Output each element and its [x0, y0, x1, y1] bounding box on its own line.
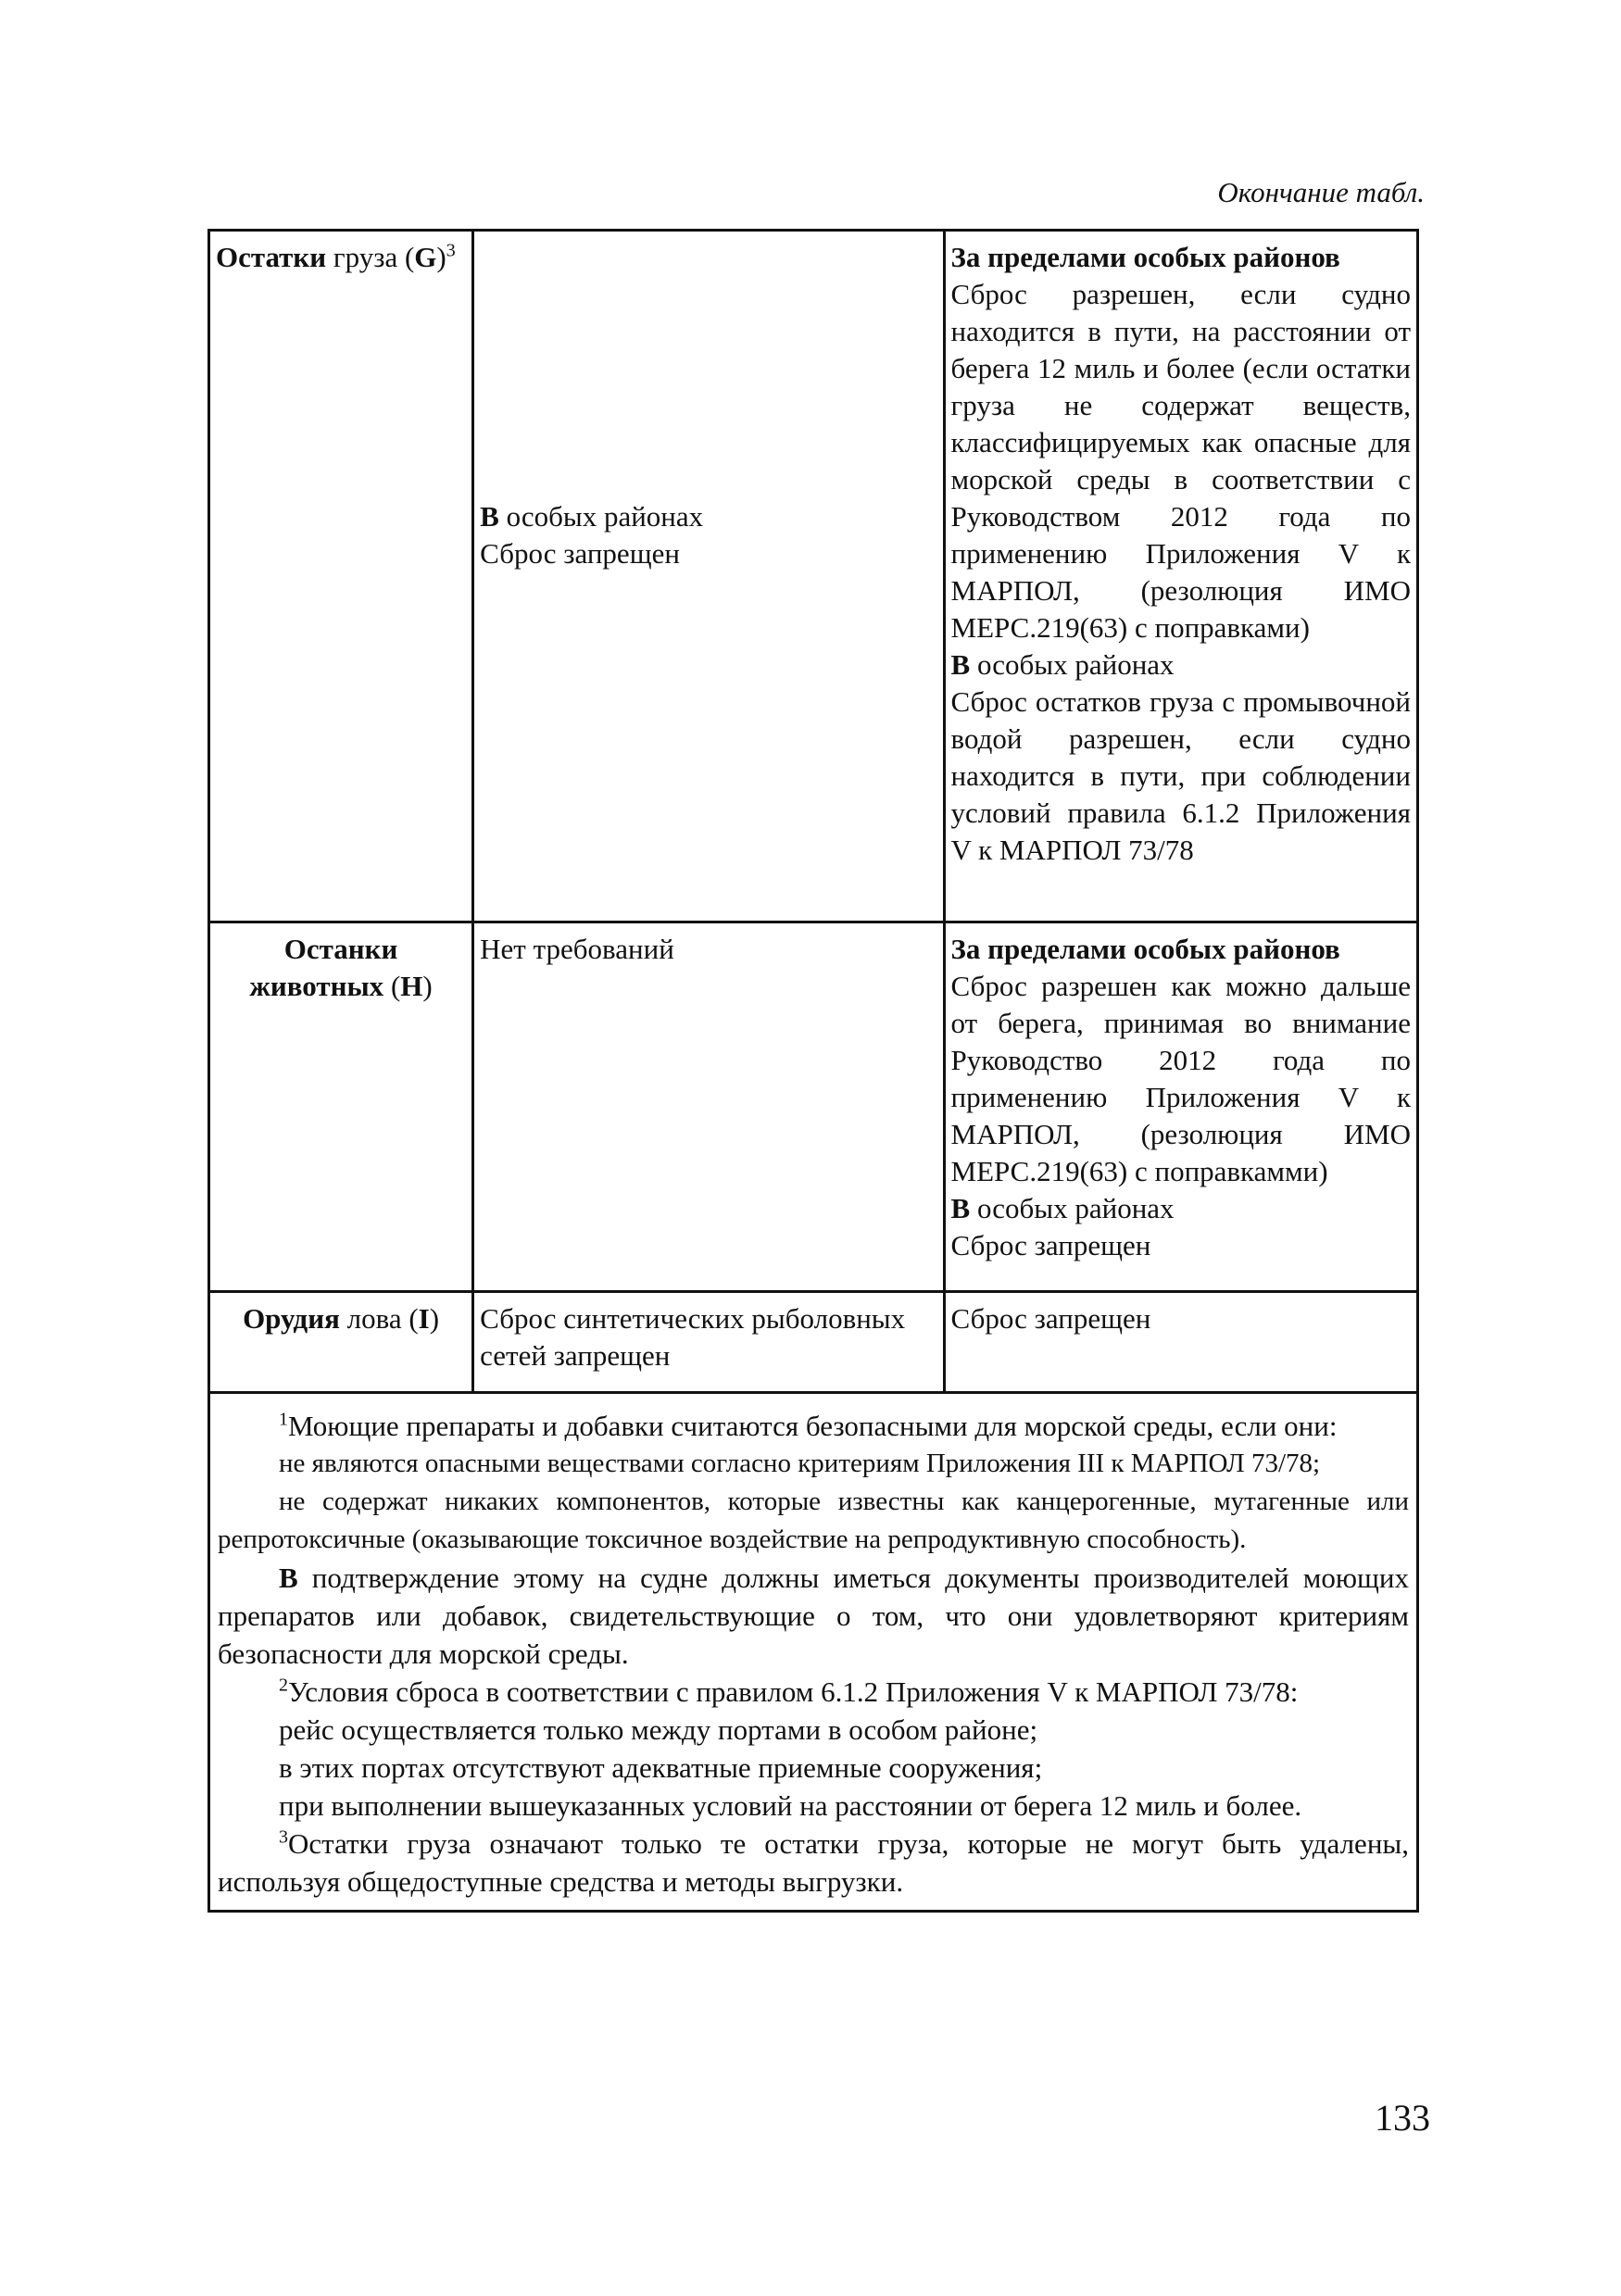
- outside-areas-heading: За пределами особых районов: [950, 241, 1340, 273]
- footnote-ref-3: 3: [446, 240, 456, 261]
- table-row-animal-carcasses: [209, 922, 1418, 1292]
- heading-bold-letter: В: [950, 1192, 971, 1224]
- footnote-1-item-b: не содержат никаких компонентов, которые известны как канцерогенные, мутагенные или репротоксичные (оказывающие токсичное воздействие на репродуктивную способность).: [218, 1487, 1409, 1554]
- heading-text: особых районах: [970, 648, 1175, 681]
- footnote-2-item-b: в этих портах отсутствуют адекватные приемные сооружения;: [279, 1751, 1043, 1784]
- footnote-3: [218, 1825, 1409, 1901]
- category-code: I: [418, 1302, 430, 1335]
- category-code: G: [414, 241, 437, 273]
- footnote-text: Условия сброса в соответствии с правилом 6.1.2 Приложения V к МАРПОЛ 73/78:: [288, 1675, 1299, 1708]
- footnotes-cell: [209, 1393, 1418, 1912]
- outside-areas-text: Сброс разрешен, если судно находится в пути, на расстоянии от берега 12 миль и более (если остатки груза не содержат веществ, классифицируемых как опасные для морской среды в соответствии с Руководством 2012 года по применению Приложения V к МАРПОЛ, (резолюция ИМО МЕРС.219(63) с поправками): [950, 278, 1411, 644]
- special-areas-heading: [480, 498, 936, 535]
- requirement-cell-g: [473, 231, 944, 922]
- discharge-cell-g: [944, 231, 1417, 922]
- requirement-cell-i: Сброс синтетических рыболовных сетей запрещен: [473, 1292, 944, 1393]
- footnote-2-item-a: рейс осуществляется только между портами в особом районе;: [279, 1713, 1038, 1746]
- category-name-text: лова (: [339, 1302, 419, 1335]
- outside-areas-text: Сброс разрешен как можно дальше от берега, принимая во внимание Руководство 2012 года по применению Приложения V к МАРПОЛ, (резолюция ИМО МЕРС.219(63) с поправкамми): [950, 970, 1411, 1187]
- special-areas-heading-2: [951, 1190, 1411, 1227]
- footnote-1-item-c: [218, 1559, 1409, 1673]
- special-areas-heading-2: [951, 646, 1411, 684]
- footnote-text: Моющие препараты и добавки считаются безопасными для морской среды, если они:: [288, 1410, 1338, 1442]
- footnote-text: Остатки груза означают только те остатки груза, которые не могут быть удалены, используя общедоступные средства и методы выгрузки.: [218, 1827, 1409, 1898]
- footnote-text: подтверждение этому на судне должны иметься документы производителей моющих препаратов или добавок, свидетельствующие о том, что они удовлетворяют критериям безопасности для морской среды.: [218, 1562, 1409, 1670]
- category-name-bold: Орудия: [243, 1302, 340, 1335]
- category-name-text: груза (: [326, 241, 415, 273]
- requirement-cell-h: Нет требований: [473, 922, 944, 1292]
- category-name-line-2: [216, 968, 466, 1005]
- discharge-cell-h: [944, 922, 1417, 1292]
- table-continuation-caption: Окончание табл.: [1217, 176, 1425, 208]
- category-code: H: [400, 970, 423, 1002]
- category-cell-h: [209, 922, 473, 1292]
- footnote-1: [218, 1407, 1409, 1445]
- footnote-marker: 1: [279, 1409, 288, 1430]
- page-number: 133: [1375, 2097, 1430, 2139]
- footnote-1-item-a: не являются опасными веществами согласно критериям Приложения III к МАРПОЛ 73/78;: [279, 1449, 1321, 1478]
- heading-text: особых районах: [970, 1192, 1175, 1224]
- special-areas-block: [480, 498, 936, 572]
- table-row-cargo-residues: [209, 231, 1418, 922]
- footnote-marker: 3: [279, 1826, 288, 1848]
- category-cell-g: [209, 231, 473, 922]
- footnote-2: [218, 1673, 1409, 1711]
- heading-bold-letter: В: [480, 500, 499, 533]
- discharge-cell-i: Сброс запрещен: [944, 1292, 1417, 1393]
- discharge-requirements-table: [207, 229, 1419, 1913]
- category-name-line-1: Останки: [283, 933, 398, 965]
- category-paren: (: [383, 970, 401, 1002]
- table-footnotes-row: [209, 1393, 1418, 1912]
- special-areas-discharge-text: Сброс остатков груза с промывочной водой разрешен, если судно находится в пути, при соблюдении условий правила 6.1.2 Приложения V к МАРПОЛ 73/78: [950, 685, 1411, 866]
- special-areas-text: Сброс запрещен: [480, 537, 680, 570]
- special-areas-discharge-text: Сброс запрещен: [950, 1229, 1151, 1261]
- category-cell-i: [209, 1292, 473, 1393]
- category-paren: ): [429, 1302, 440, 1335]
- table-row-fishing-gear: [209, 1292, 1418, 1393]
- category-paren-close: ): [422, 970, 433, 1002]
- heading-bold-letter: В: [950, 648, 971, 681]
- bold-letter: В: [279, 1562, 298, 1594]
- footnote-marker: 2: [279, 1675, 288, 1696]
- category-name-bold: животных: [249, 970, 384, 1002]
- footnote-2-item-c: при выполнении вышеуказанных условий на расстоянии от берега 12 миль и более.: [279, 1789, 1302, 1822]
- category-name-bold: Остатки: [216, 241, 327, 273]
- outside-areas-heading: За пределами особых районов: [950, 933, 1340, 965]
- category-paren: ): [436, 241, 446, 273]
- heading-text: особых районах: [498, 500, 704, 533]
